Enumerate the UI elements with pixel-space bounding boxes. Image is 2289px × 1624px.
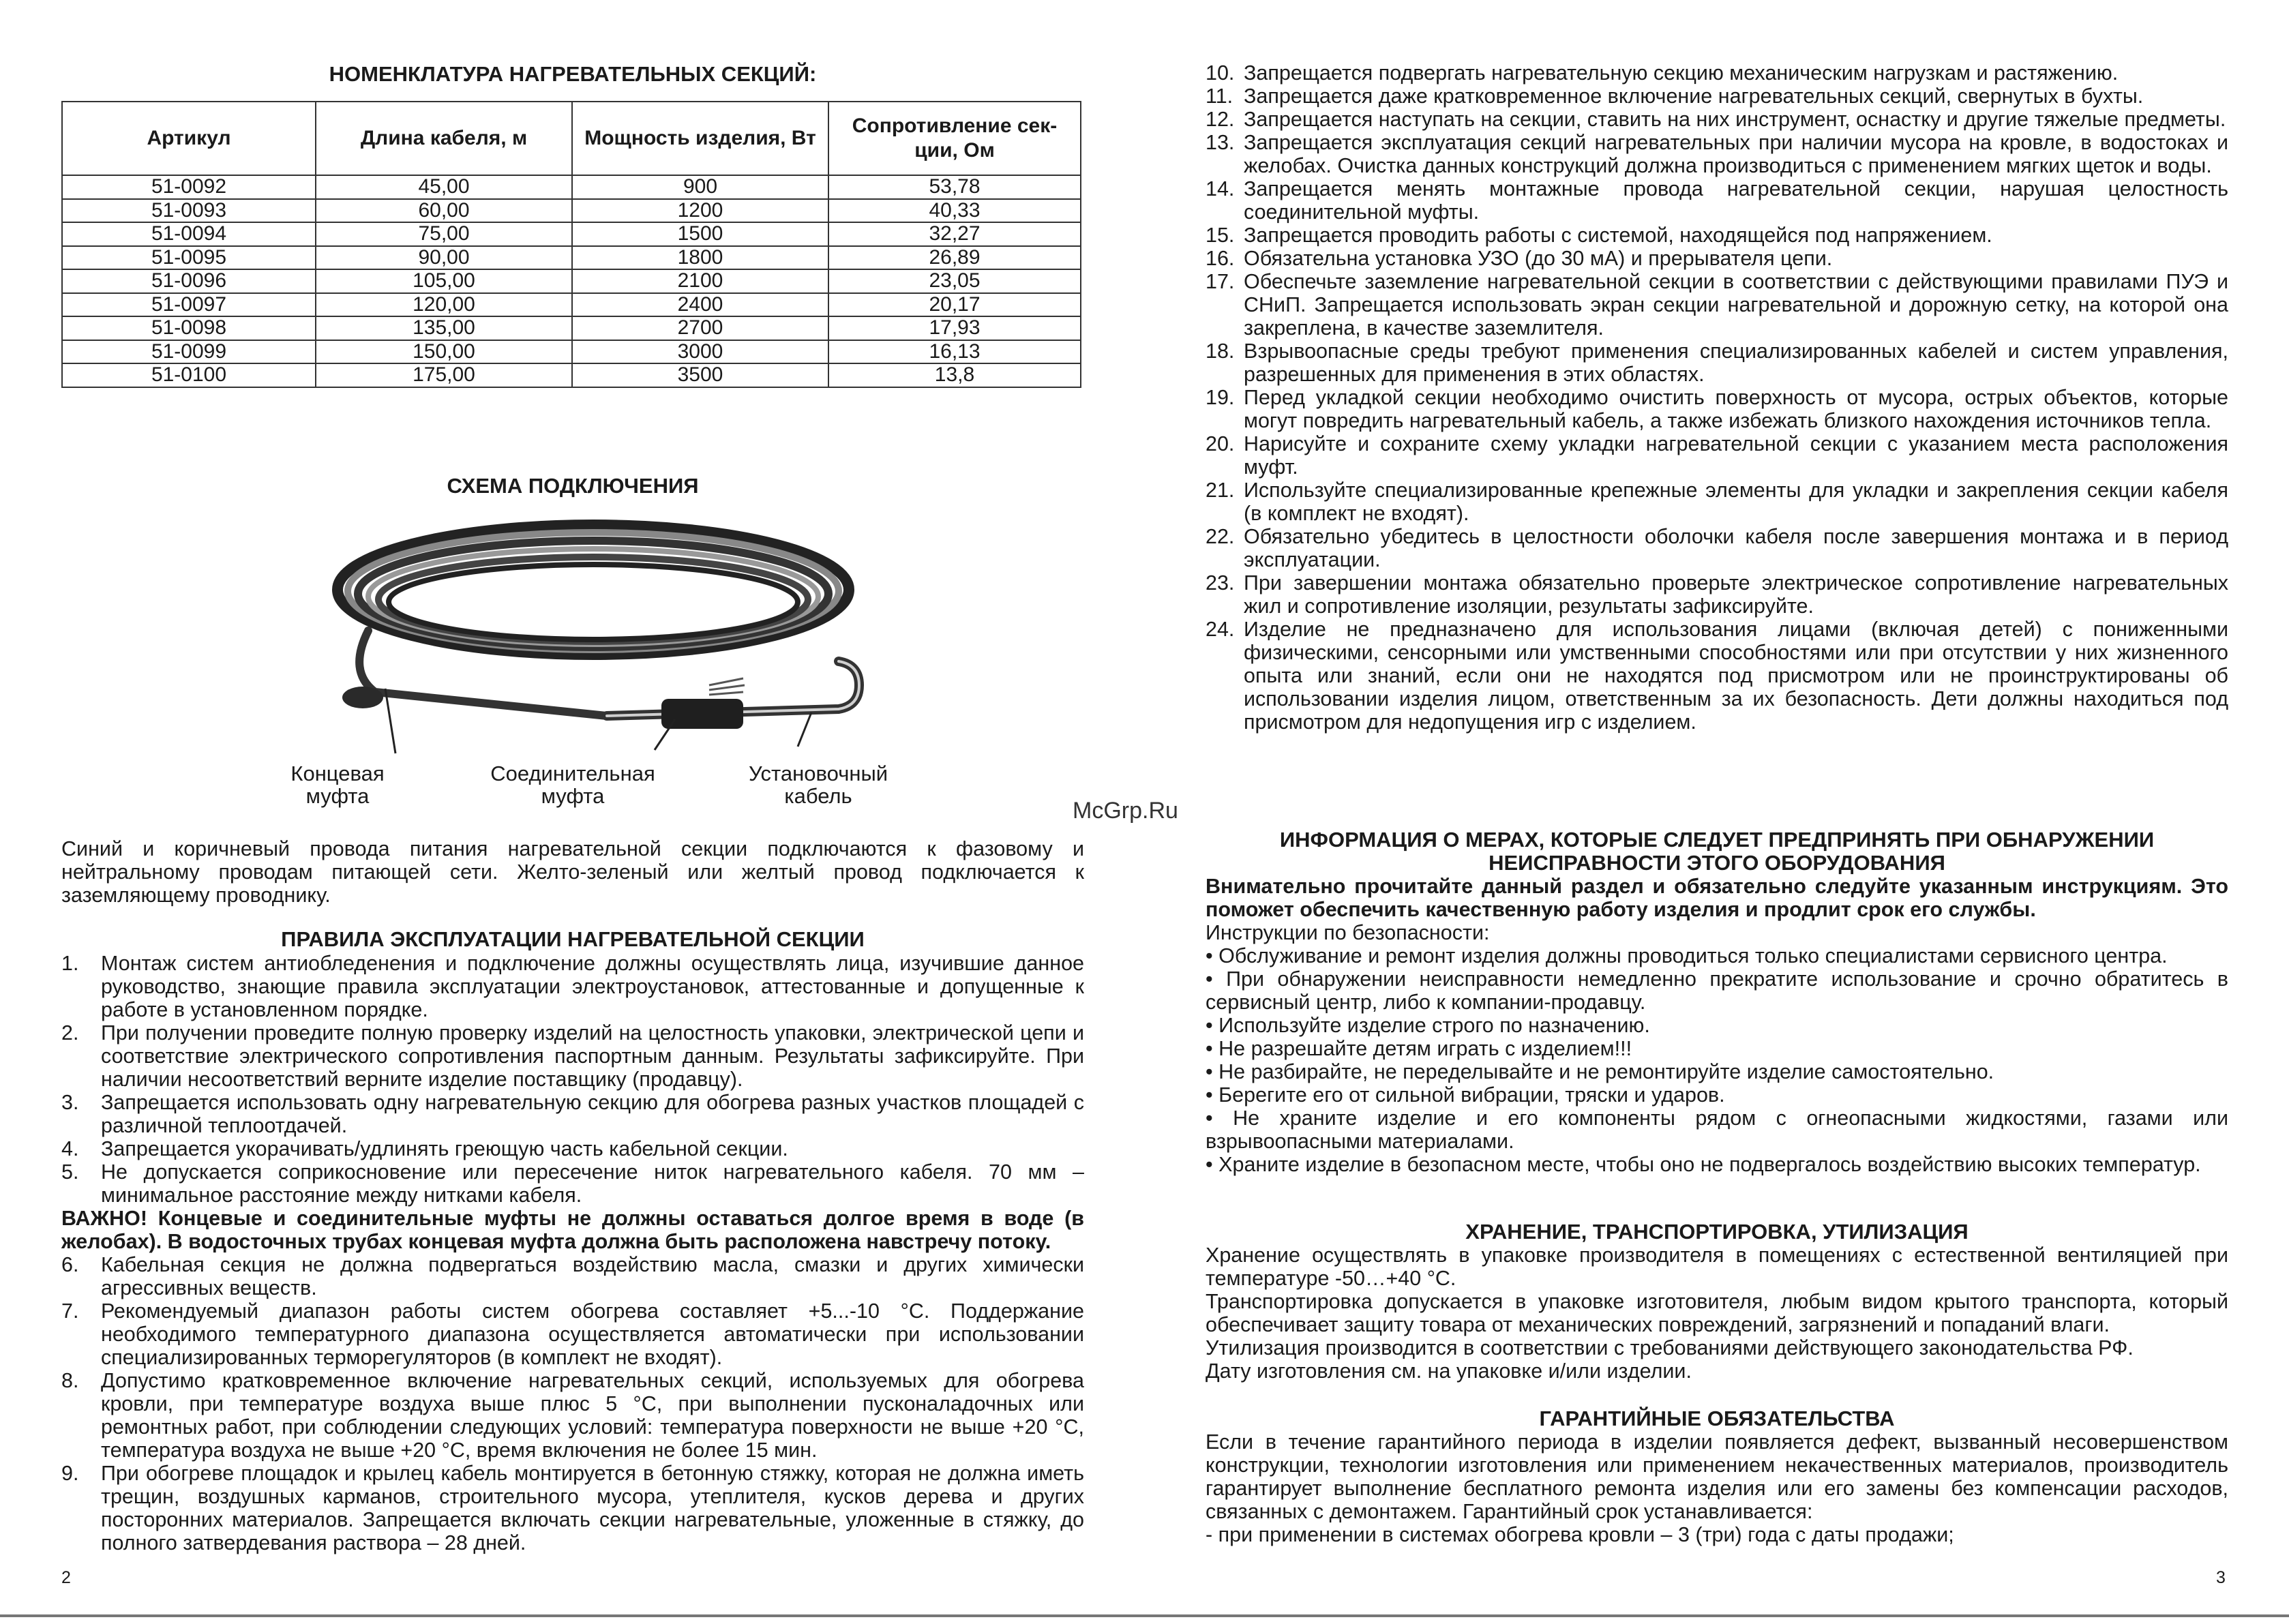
- warranty-item: - при применении в системах обогрева кровли – 3 (три) года с даты продажи;: [1206, 1523, 1954, 1546]
- table-row: [62, 269, 1081, 293]
- end-coupling: [342, 687, 383, 708]
- info-line: • При обнаружении неисправности немедленно прекратите использование и срочно обратитесь в сервисный центр, либо к компании-продавцу.: [1206, 967, 2228, 1014]
- table-cell: 16,13: [828, 340, 1081, 364]
- rule-item: [1206, 177, 2228, 224]
- table-cell: 1800: [572, 246, 828, 270]
- table-row: [62, 340, 1081, 364]
- info-title-line-2: НЕИСПРАВНОСТИ ЭТОГО ОБОРУДОВАНИЯ: [1488, 851, 1945, 875]
- storage-line: Утилизация производится в соответствии с требованиями действующего законодательства РФ.: [1206, 1336, 2134, 1359]
- info-line: • Используйте изделие строго по назначению.: [1206, 1014, 1650, 1037]
- rules-list-c: [1206, 61, 2228, 734]
- rule-item: [1206, 479, 2228, 525]
- rule-item: [61, 1021, 1084, 1091]
- storage-line: Хранение осуществлять в упаковке производителя в помещениях с естественной вентиляцией при температуре -50…+40 °С.: [1206, 1244, 2228, 1290]
- rule-number: 17.: [1206, 270, 1235, 293]
- table-cell: 51-0099: [62, 340, 316, 364]
- rule-number: 5.: [61, 1160, 79, 1184]
- rule-number: 14.: [1206, 177, 1235, 200]
- info-line: • Обслуживание и ремонт изделия должны проводиться только специалистами сервисного центра.: [1206, 944, 2168, 967]
- storage-line: Дату изготовления см. на упаковке и/или изделии.: [1206, 1359, 1692, 1383]
- rule-item: [1206, 386, 2228, 432]
- rule-text: Запрещается подвергать нагревательную секцию механическим нагрузкам и растяжению.: [1244, 61, 2119, 85]
- rule-number: 19.: [1206, 386, 1235, 409]
- table-cell: 51-0093: [62, 199, 316, 223]
- table-cell: 20,17: [828, 293, 1081, 317]
- table-cell: 75,00: [316, 222, 572, 246]
- table-cell: 900: [572, 175, 828, 199]
- rule-number: 1.: [61, 952, 79, 975]
- rule-item: [61, 1299, 1084, 1369]
- rule-number: 15.: [1206, 224, 1235, 247]
- storage-title: ХРАНЕНИЕ, ТРАНСПОРТИРОВКА, УТИЛИЗАЦИЯ: [1465, 1220, 1969, 1244]
- rule-number: 13.: [1206, 131, 1235, 154]
- table-cell: 13,8: [828, 363, 1081, 387]
- rule-item: [1206, 340, 2228, 386]
- rule-text: Запрещается проводить работы с системой, находящейся под напряжением.: [1244, 224, 1992, 247]
- info-line: • Не разрешайте детям играть с изделием!!!: [1206, 1037, 1632, 1060]
- cable-wire-ends: [709, 678, 745, 695]
- rule-text: Не допускается соприкосновение или пересечение ниток нагревательного кабеля. 70 мм – минимальное расстояние между нитками кабеля.: [101, 1160, 1084, 1207]
- info-line: • Не разбирайте, не переделывайте и не ремонтируйте изделие самостоятельно.: [1206, 1060, 1994, 1083]
- nomenclature-table: [61, 101, 1081, 388]
- rule-number: 22.: [1206, 525, 1235, 548]
- table-cell: 2700: [572, 316, 828, 340]
- header-resistance: Сопротивление сек- ции, Ом: [828, 102, 1081, 175]
- scheme-title: СХЕМА ПОДКЛЮЧЕНИЯ: [447, 474, 699, 498]
- rule-text: Кабельная секция не должна подвергаться воздействию масла, смазки и других химически агрессивных веществ.: [101, 1253, 1084, 1299]
- table-row: [62, 199, 1081, 223]
- wiring-paragraph: Синий и коричневый провода питания нагревательной секции подключаются к фазовому и нейтральному проводам питающей сети. Желто-зеленый или желтый провод подключается к заземляющему проводнику.: [61, 837, 1084, 907]
- storage-section: [1206, 1244, 2228, 1383]
- rule-text: Запрещается укорачивать/удлинять греющую часть кабельной секции.: [101, 1137, 788, 1160]
- rule-number: 7.: [61, 1299, 79, 1323]
- table-cell: 1500: [572, 222, 828, 246]
- rule-text: Запрещается менять монтажные провода нагревательной секции, нарушая целостность соединительной муфты.: [1244, 177, 2228, 224]
- rule-text: Запрещается даже кратковременное включение нагревательных секций, свернутых в бухты.: [1244, 85, 2144, 108]
- rule-text: Монтаж систем антиобледенения и подключение должны осуществлять лица, изучившие данное руководство, знающие правила эксплуатации электроустановок, аттестованные и допущенные к работе в установленном порядке.: [101, 952, 1084, 1021]
- rule-text: Нарисуйте и сохраните схему укладки нагревательной секции с указанием места расположения муфт.: [1244, 432, 2228, 479]
- table-cell: 3500: [572, 363, 828, 387]
- rule-item: [1206, 432, 2228, 479]
- info-bold-paragraph: Внимательно прочитайте данный раздел и обязательно следуйте указанным инструкциям. Это поможет обеспечить качественную работу изделия и продлит срок его службы.: [1206, 875, 2228, 921]
- rule-text: Обязательно убедитесь в целостности оболочки кабеля после завершения монтажа и в период эксплуатации.: [1244, 525, 2228, 571]
- table-cell: 51-0097: [62, 293, 316, 317]
- rule-text: Обязательна установка УЗО (до 30 мА) и прерывателя цепи.: [1244, 247, 1833, 270]
- rule-item: [1206, 571, 2228, 618]
- caption-install-cable: Установочный кабель: [748, 762, 888, 808]
- rule-number: 12.: [1206, 108, 1235, 131]
- table-cell: 1200: [572, 199, 828, 223]
- coupling-marker-line: [385, 689, 395, 753]
- rule-item: [1206, 61, 2228, 85]
- table-cell: 175,00: [316, 363, 572, 387]
- table-row: [62, 363, 1081, 387]
- table-header-row: [62, 102, 1081, 175]
- table-cell: 3000: [572, 340, 828, 364]
- table-cell: 45,00: [316, 175, 572, 199]
- info-line: • Не храните изделие и его компоненты рядом с огнеопасными жидкостями, газами или взрывоопасными материалами.: [1206, 1107, 2228, 1153]
- rule-text: Запрещается наступать на секции, ставить на них инструмент, оснастку и другие тяжелые предметы.: [1244, 108, 2226, 131]
- rule-item: [61, 1253, 1084, 1299]
- table-cell: 105,00: [316, 269, 572, 293]
- rule-item: [1206, 270, 2228, 340]
- rule-item: [1206, 131, 2228, 177]
- rule-item: [1206, 525, 2228, 571]
- rule-item: [1206, 85, 2228, 108]
- table-cell: 150,00: [316, 340, 572, 364]
- rule-item: [61, 1137, 1084, 1160]
- rule-item: [1206, 247, 2228, 270]
- warranty-title: ГАРАНТИЙНЫЕ ОБЯЗАТЕЛЬСТВА: [1539, 1407, 1895, 1430]
- rule-item: [1206, 108, 2228, 131]
- rule-text: При обогреве площадок и крылец кабель монтируется в бетонную стяжку, которая не должна иметь трещин, воздушных карманов, строительного мусора, утеплителя, кусков дерева и других посторонних материалов. Запрещается включать секции нагревательные, уложенные в стяжку, до полного затвердевания раствора – 28 дней.: [101, 1462, 1084, 1554]
- header-power: Мощность изделия, Вт: [572, 102, 828, 175]
- info-section: [1206, 875, 2228, 1176]
- table-cell: 40,33: [828, 199, 1081, 223]
- table-row: [62, 222, 1081, 246]
- rule-item: [1206, 224, 2228, 247]
- bottom-divider: [0, 1614, 2289, 1617]
- rule-number: 11.: [1206, 85, 1233, 108]
- coupling-marker-line: [798, 712, 811, 747]
- rule-text: Запрещается эксплуатация секций нагревательных при наличии мусора на кровле, в водостоках и желобах. Очистка данных конструкций должна производиться с применением мягких щеток и воды.: [1244, 131, 2228, 177]
- table-cell: 23,05: [828, 269, 1081, 293]
- table-cell: 32,27: [828, 222, 1081, 246]
- rule-item: [1206, 618, 2228, 734]
- rule-text: Перед укладкой секции необходимо очистить поверхность от мусора, острых объектов, которые могут повредить нагревательный кабель, а также избежать близкого нахождения источников тепла.: [1244, 386, 2228, 432]
- rule-number: 3.: [61, 1091, 79, 1114]
- rule-text: Используйте специализированные крепежные элементы для укладки и закрепления секции кабеля (в комплект не входят).: [1244, 479, 2228, 525]
- rule-number: 2.: [61, 1021, 79, 1044]
- table-row: [62, 175, 1081, 199]
- rules-list-b: [61, 1253, 1084, 1554]
- rules-list-a: [61, 952, 1084, 1207]
- header-article: Артикул: [62, 102, 316, 175]
- table-cell: 51-0092: [62, 175, 316, 199]
- rule-text: При получении проведите полную проверку изделий на целостность упаковки, электрической цепи и соответствие электрического сопротивления паспортным данным. Результаты зафиксируйте. При наличии несоответствий верните изделие поставщику (продавцу).: [101, 1021, 1084, 1091]
- rule-item: [61, 1462, 1084, 1554]
- rule-item: [61, 952, 1084, 1021]
- important-note: ВАЖНО! Концевые и соединительные муфты не должны оставаться долгое время в воде (в желобах). В водосточных трубах концевая муфта должна быть расположена навстречу потоку.: [61, 1207, 1084, 1253]
- page-number-right: 3: [2216, 1568, 2226, 1587]
- table-row: [62, 316, 1081, 340]
- table-cell: 51-0094: [62, 222, 316, 246]
- info-lines: [1206, 921, 2228, 1176]
- table-cell: 2100: [572, 269, 828, 293]
- heating-cable-illustration: [320, 515, 880, 760]
- table-cell: 135,00: [316, 316, 572, 340]
- warranty-paragraph: Если в течение гарантийного периода в изделии появляется дефект, вызванный несовершенством конструкции, технологии изготовления или применением некачественных материалов, производитель гарантирует выполнение бесплатного ремонта изделия или его замены без компенсации расходов, связанных с демонтажем. Гарантийный срок устанавливается:: [1206, 1430, 2228, 1523]
- rule-number: 16.: [1206, 247, 1235, 270]
- joint-coupling: [661, 699, 743, 729]
- rule-number: 10.: [1206, 61, 1235, 85]
- rule-number: 4.: [61, 1137, 79, 1160]
- table-cell: 2400: [572, 293, 828, 317]
- table-cell: 51-0096: [62, 269, 316, 293]
- table-cell: 60,00: [316, 199, 572, 223]
- rule-item: [61, 1160, 1084, 1207]
- table-cell: 51-0095: [62, 246, 316, 270]
- info-title: [1206, 828, 2228, 875]
- caption-end-coupling: Концевая муфта: [290, 762, 385, 808]
- info-line: • Берегите его от сильной вибрации, тряски и ударов.: [1206, 1083, 1725, 1107]
- caption-joint-coupling: Соединительная муфта: [490, 762, 655, 808]
- warranty-section: [1206, 1430, 2228, 1546]
- rule-number: 8.: [61, 1369, 79, 1392]
- rule-number: 20.: [1206, 432, 1235, 455]
- table-cell: 51-0098: [62, 316, 316, 340]
- rule-item: [61, 1369, 1084, 1462]
- cable-coil-inner: [389, 565, 798, 640]
- rule-number: 21.: [1206, 479, 1235, 502]
- table-cell: 26,89: [828, 246, 1081, 270]
- rule-text: Взрывоопасные среды требуют применения специализированных кабелей и систем управления, разрешенных для применения в этих областях.: [1244, 340, 2228, 386]
- table-row: [62, 293, 1081, 317]
- table-cell: 53,78: [828, 175, 1081, 199]
- table-cell: 17,93: [828, 316, 1081, 340]
- table-row: [62, 246, 1081, 270]
- rule-text: Допустимо кратковременное включение нагревательных секций, используемых для обогрева кровли, при температуре воздуха выше плюс 5 °С, при выполнении пусконаладочных или ремонтных работ, при соблюдении следующих условий: температура поверхности не выше +20 °С, температура воздуха не выше +20 °С, время включения не более 15 мин.: [101, 1369, 1084, 1462]
- table-cell: 90,00: [316, 246, 572, 270]
- rule-number: 24.: [1206, 618, 1235, 641]
- rule-item: [61, 1091, 1084, 1137]
- rule-number: 9.: [61, 1462, 79, 1485]
- rule-text: Изделие не предназначено для использования лицами (включая детей) с пониженными физическими, сенсорными или умственными способностями или при отсутствии у них жизненного опыта или знаний, если они не находятся под присмотром или не проинструктированы об использовании изделия лицом, ответственным за их безопасность. Дети должны находиться под присмотром для недопущения игр с изделием.: [1244, 618, 2228, 734]
- rule-number: 23.: [1206, 571, 1235, 595]
- info-line: Инструкции по безопасности:: [1206, 921, 1490, 944]
- table-cell: 120,00: [316, 293, 572, 317]
- rule-text: При завершении монтажа обязательно проверьте электрическое сопротивление нагревательных жил и сопротивление изоляции, результаты зафиксируйте.: [1244, 571, 2228, 618]
- rule-text: Обеспечьте заземление нагревательной секции в соответствии с действующими правилами ПУЭ и СНиП. Запрещается использовать экран секции нагревательной и дорожную сетку, на которой она закреплена, в качестве заземлителя.: [1244, 270, 2228, 340]
- info-title-line-1: ИНФОРМАЦИЯ О МЕРАХ, КОТОРЫЕ СЛЕДУЕТ ПРЕДПРИНЯТЬ ПРИ ОБНАРУЖЕНИИ: [1279, 828, 2155, 852]
- table-cell: 51-0100: [62, 363, 316, 387]
- rule-text: Запрещается использовать одну нагревательную секцию для обогрева разных участков площадей с различной теплоотдачей.: [101, 1091, 1084, 1137]
- table-title: НОМЕНКЛАТУРА НАГРЕВАТЕЛЬНЫХ СЕКЦИЙ:: [329, 62, 817, 86]
- storage-line: Транспортировка допускается в упаковке изготовителя, любым видом крытого транспорта, который обеспечивает защиту товара от механических повреждений, загрязнений и попаданий влаги.: [1206, 1290, 2228, 1336]
- rule-number: 6.: [61, 1253, 79, 1276]
- info-line: • Храните изделие в безопасном месте, чтобы оно не подвергалось воздействию высоких температур.: [1206, 1153, 2201, 1176]
- watermark: McGrp.Ru: [1073, 798, 1178, 824]
- rule-text: Рекомендуемый диапазон работы систем обогрева составляет +5...-10 °С. Поддержание необходимого температурного диапазона осуществляется автоматически при использовании специализированных терморегуляторов (в комплект не входят).: [101, 1299, 1084, 1369]
- rule-number: 18.: [1206, 340, 1235, 363]
- header-cable-length: Длина кабеля, м: [316, 102, 572, 175]
- page-number-left: 2: [61, 1568, 71, 1587]
- rules-title: ПРАВИЛА ЭКСПЛУАТАЦИИ НАГРЕВАТЕЛЬНОЙ СЕКЦИИ: [281, 927, 865, 951]
